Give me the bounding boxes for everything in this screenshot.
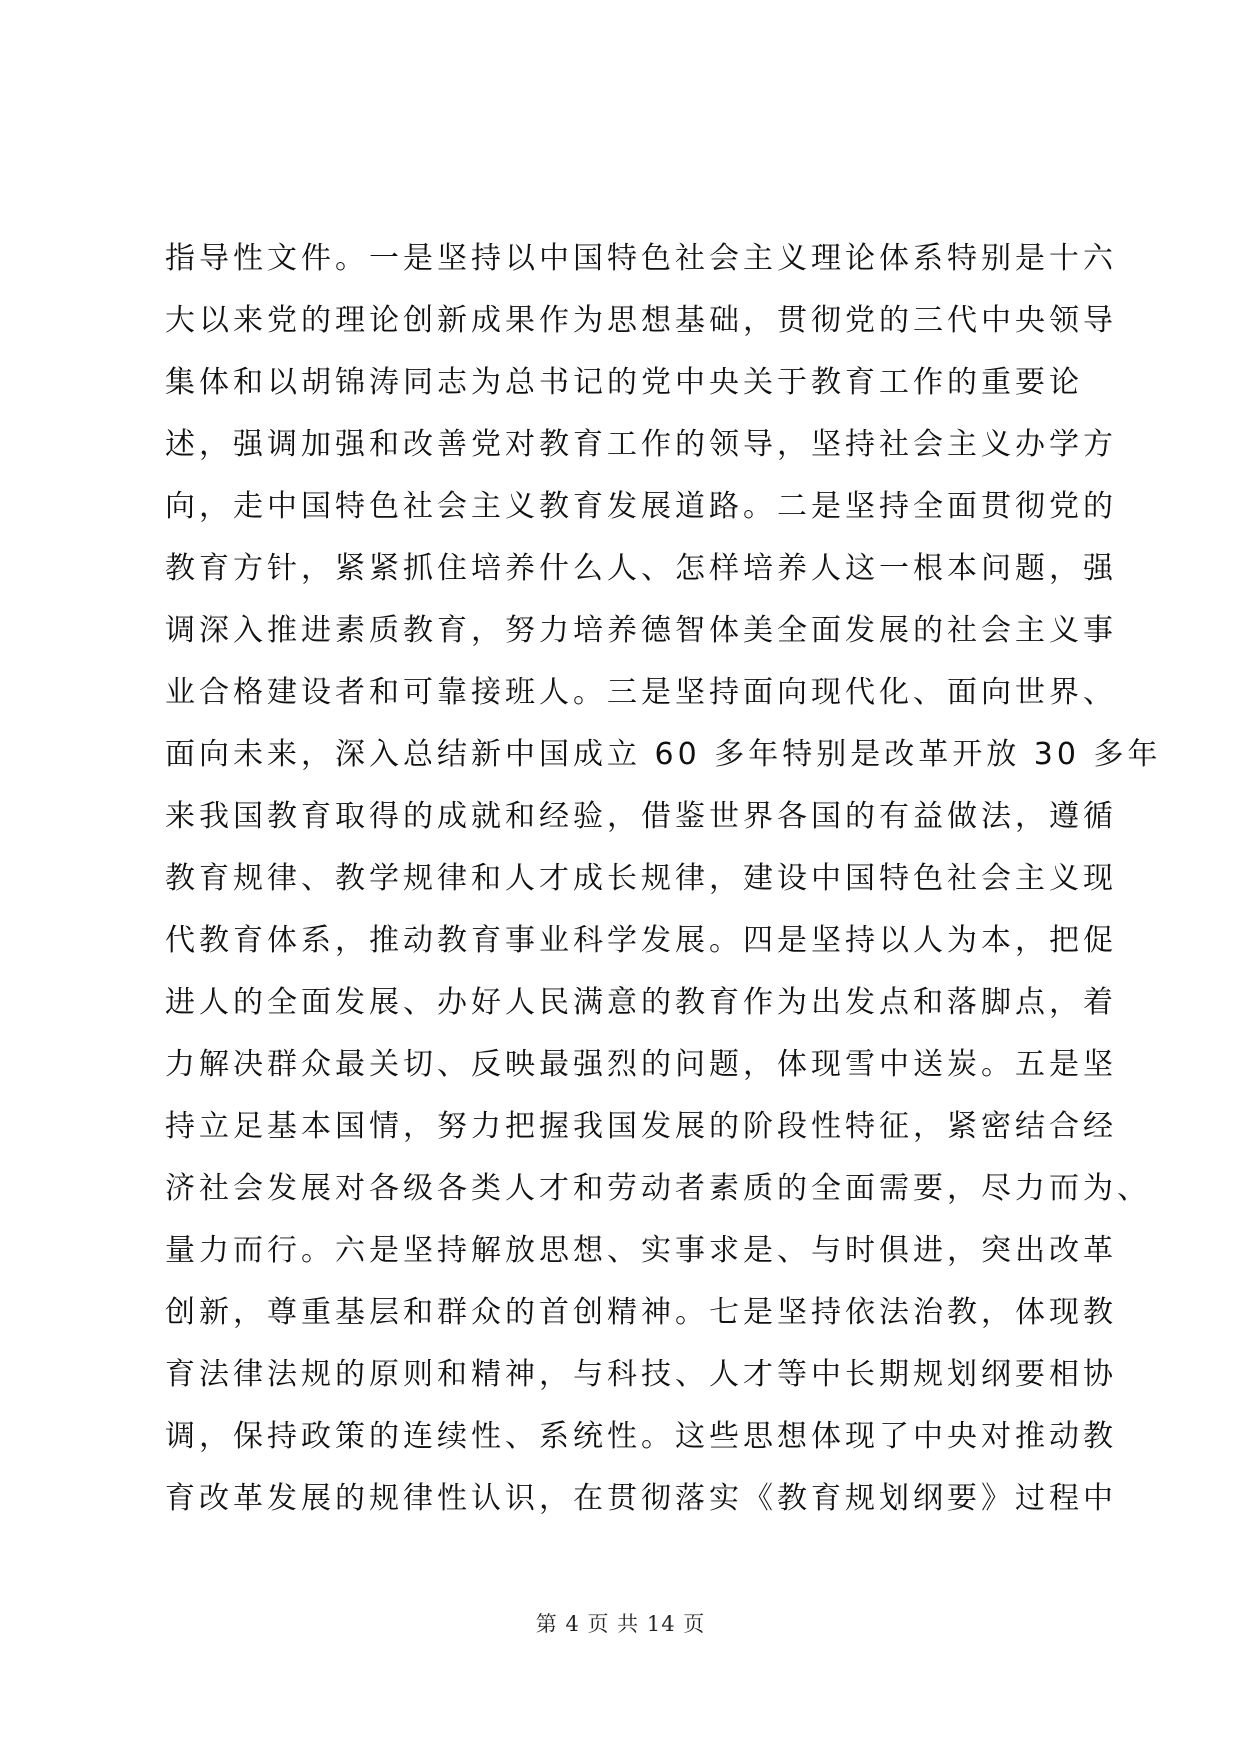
- page-number-footer: 第 4 页 共 14 页: [535, 1612, 706, 1636]
- text-line: 教育方针，紧紧抓住培养什么人、怎样培养人这一根本问题，强: [165, 551, 1117, 586]
- text-line: 面向未来，深入总结新中国成立 60 多年特别是改革开放 30 多年: [165, 737, 1162, 772]
- text-line: 调深入推进素质教育，努力培养德智体美全面发展的社会主义事: [165, 613, 1117, 648]
- text-line: 育改革发展的规律性认识，在贯彻落实《教育规划纲要》过程中: [165, 1481, 1117, 1516]
- text-line: 述，强调加强和改善党对教育工作的领导，坚持社会主义办学方: [165, 427, 1117, 462]
- text-line: 力解决群众最关切、反映最强烈的问题，体现雪中送炭。五是坚: [165, 1047, 1117, 1082]
- text-line: 进人的全面发展、办好人民满意的教育作为出发点和落脚点，着: [165, 985, 1117, 1020]
- text-line: 指导性文件。一是坚持以中国特色社会主义理论体系特别是十六: [165, 241, 1117, 276]
- text-line: 调，保持政策的连续性、系统性。这些思想体现了中央对推动教: [165, 1419, 1117, 1454]
- text-line: 持立足基本国情，努力把握我国发展的阶段性特征，紧密结合经: [165, 1109, 1117, 1144]
- text-line: 集体和以胡锦涛同志为总书记的党中央关于教育工作的重要论: [165, 365, 1083, 400]
- text-line: 济社会发展对各级各类人才和劳动者素质的全面需要，尽力而为、: [165, 1171, 1151, 1206]
- text-line: 向，走中国特色社会主义教育发展道路。二是坚持全面贯彻党的: [165, 489, 1117, 524]
- text-line: 育法律法规的原则和精神，与科技、人才等中长期规划纲要相协: [165, 1357, 1117, 1392]
- body-text: [165, 228, 1162, 1530]
- text-line: 来我国教育取得的成就和经验，借鉴世界各国的有益做法，遵循: [165, 799, 1117, 834]
- text-line: 创新，尊重基层和群众的首创精神。七是坚持依法治教，体现教: [165, 1295, 1117, 1330]
- text-line: 教育规律、教学规律和人才成长规律，建设中国特色社会主义现: [165, 861, 1117, 896]
- text-line: 业合格建设者和可靠接班人。三是坚持面向现代化、面向世界、: [165, 675, 1117, 710]
- text-line: 大以来党的理论创新成果作为思想基础，贯彻党的三代中央领导: [165, 303, 1117, 338]
- text-line: 量力而行。六是坚持解放思想、实事求是、与时俱进，突出改革: [165, 1233, 1117, 1268]
- text-line: 代教育体系，推动教育事业科学发展。四是坚持以人为本，把促: [165, 923, 1117, 958]
